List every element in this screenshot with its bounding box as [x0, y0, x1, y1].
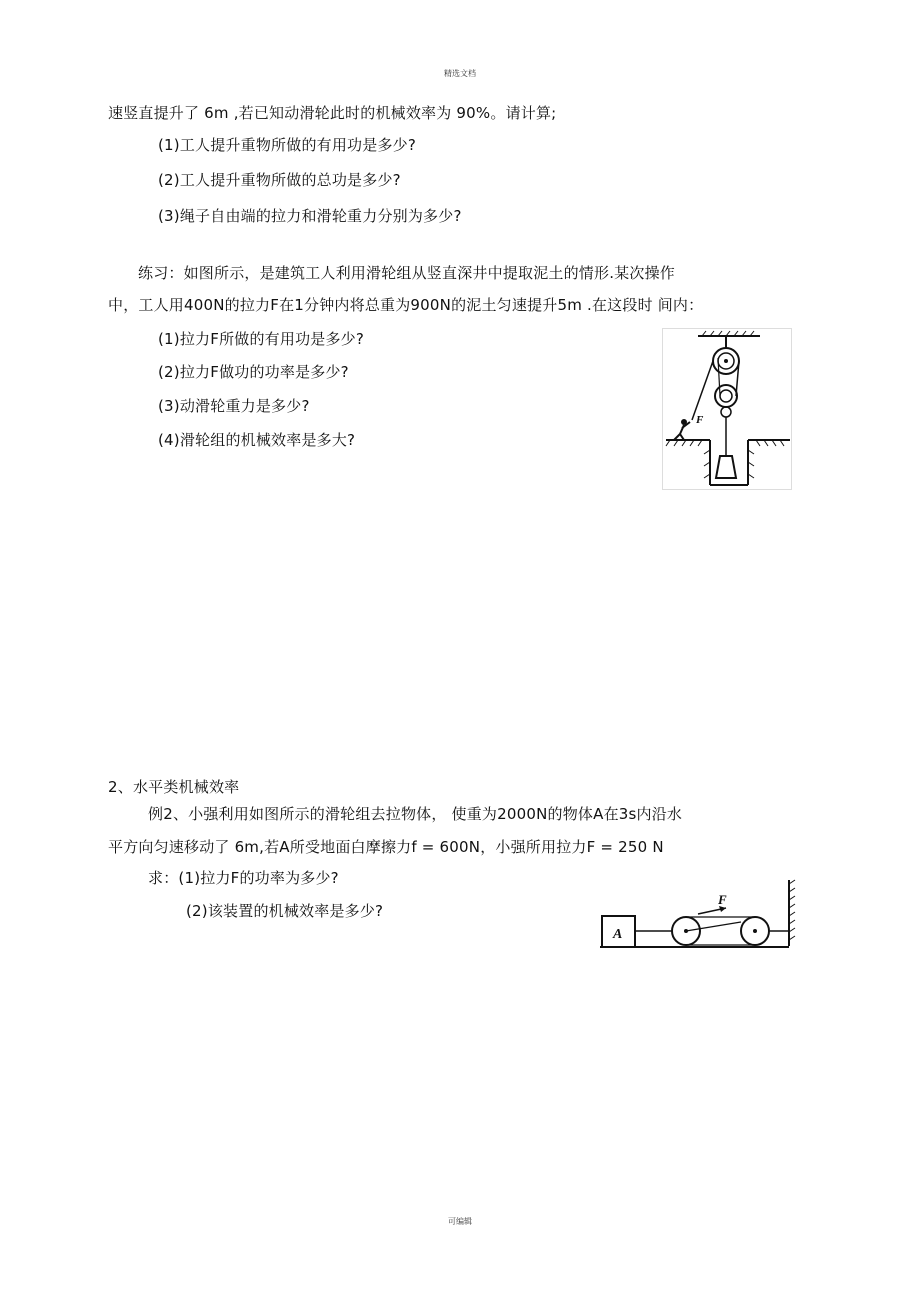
section1-intro: 速竖直提升了 6m ,若已知动滑轮此时的机械效率为 90%。请计算; [108, 104, 557, 122]
section1-question-2: (2)工人提升重物所做的总功是多少? [158, 171, 401, 189]
well-figure-force-label: F [696, 414, 704, 426]
section2-heading: 2、水平类机械效率 [108, 778, 240, 796]
practice-question-1: (1)拉力F所做的有用功是多少? [158, 330, 365, 348]
section2-line-1: 例2、小强利用如图所示的滑轮组去拉物体， 使重为2000N的物体A在3s内沿水 [148, 805, 683, 823]
horizontal-pulley-figure [598, 872, 798, 954]
page-header: 精选文档 [444, 69, 476, 78]
practice-question-2: (2)拉力F做功的功率是多少? [158, 363, 349, 381]
well-pulley-figure [662, 328, 792, 490]
practice-line-1: 练习：如图所示，是建筑工人利用滑轮组从竖直深井中提取泥土的情形.某次操作 [138, 264, 675, 282]
section2-question-2: (2)该装置的机械效率是多少? [186, 902, 384, 920]
block-a-label: A [613, 927, 623, 942]
section2-line-2: 平方向匀速移动了 6m,若A所受地面白摩擦力f = 600N，小强所用拉力F = 250 N [108, 838, 664, 856]
page-footer: 可编辑 [448, 1217, 472, 1226]
section2-question-1: 求：(1)拉力F的功率为多少? [148, 869, 339, 887]
practice-line-2: 中，工人用400N的拉力F在1分钟内将总重为900N的泥土匀速提升5m .在这段时 间内： [108, 296, 704, 314]
practice-question-3: (3)动滑轮重力是多少? [158, 397, 310, 415]
practice-question-4: (4)滑轮组的机械效率是多大? [158, 431, 356, 449]
section1-question-1: (1)工人提升重物所做的有用功是多少? [158, 136, 417, 154]
section1-question-3: (3)绳子自由端的拉力和滑轮重力分别为多少? [158, 207, 462, 225]
horizontal-figure-force-label: F [718, 892, 727, 907]
